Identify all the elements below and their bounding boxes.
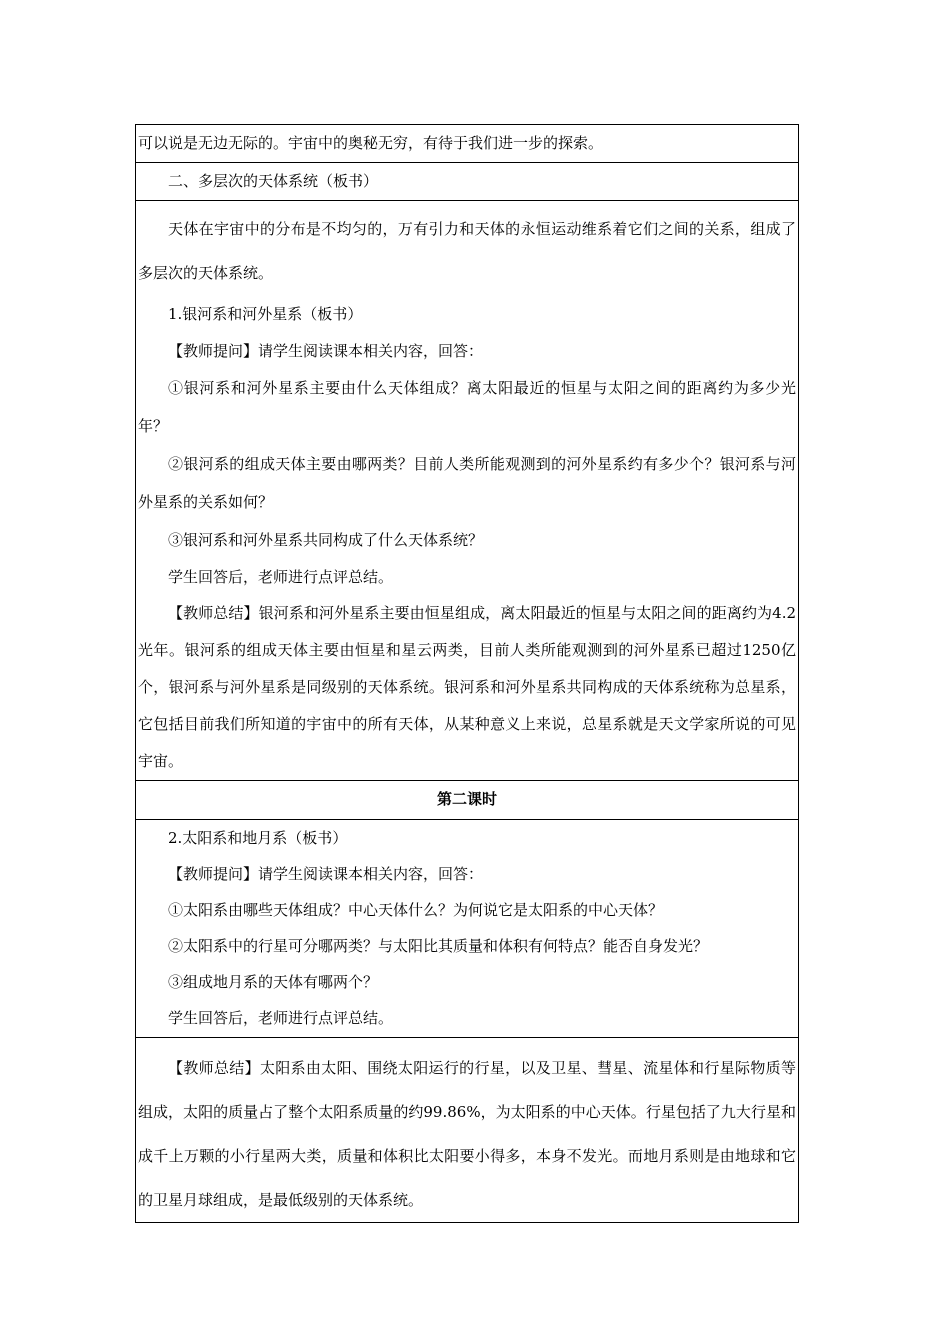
subsection-heading: 1.银河系和河外星系（板书） bbox=[168, 305, 363, 323]
question-2: ②银河系的组成天体主要由哪两类？目前人类所能观测到的河外星系约有多少个？银河系与河外星系的关系如何？ bbox=[138, 455, 796, 511]
subsection-heading: 2.太阳系和地月系（板书） bbox=[168, 829, 348, 847]
question-3: ③银河系和河外星系共同构成了什么天体系统？ bbox=[168, 531, 484, 549]
lesson-table bbox=[135, 124, 799, 1223]
table-row bbox=[136, 201, 799, 781]
table-row bbox=[136, 163, 799, 201]
teacher-summary: 【教师总结】太阳系由太阳、围绕太阳运行的行星，以及卫星、彗星、流星体和行星际物质等组成，太阳的质量占了整个太阳系质量的约99.86%，为太阳系的中心天体。行星包括了九大行星和成千上万颗的小行星两大类，质量和体积比太阳要小得多，本身不发光。而地月系则是由地球和它的卫星月球组成，是最低级别的天体系统。 bbox=[138, 1059, 796, 1209]
paragraph-continuation: 可以说是无边无际的。宇宙中的奥秘无穷，有待于我们进一步的探索。 bbox=[138, 134, 604, 152]
table-cell bbox=[136, 781, 799, 820]
student-answer-note: 学生回答后，老师进行点评总结。 bbox=[168, 1009, 394, 1027]
table-row bbox=[136, 820, 799, 1038]
teacher-question-label: 【教师提问】请学生阅读课本相关内容，回答： bbox=[168, 342, 484, 360]
question-1: ①银河系和河外星系主要由什么天体组成？离太阳最近的恒星与太阳之间的距离约为多少光年？ bbox=[138, 379, 796, 435]
teacher-question-label: 【教师提问】请学生阅读课本相关内容，回答： bbox=[168, 865, 484, 883]
question-1: ①太阳系由哪些天体组成？中心天体什么？为何说它是太阳系的中心天体？ bbox=[168, 901, 664, 919]
paragraph-intro: 天体在宇宙中的分布是不均匀的，万有引力和天体的永恒运动维系着它们之间的关系，组成了多层次的天体系统。 bbox=[138, 220, 796, 282]
question-3: ③组成地月系的天体有哪两个？ bbox=[168, 973, 379, 991]
table-row bbox=[136, 781, 799, 820]
table-row bbox=[136, 1038, 799, 1223]
table-cell bbox=[136, 201, 799, 781]
section-heading: 二、多层次的天体系统（板书） bbox=[168, 172, 379, 190]
table-row bbox=[136, 125, 799, 163]
question-2: ②太阳系中的行星可分哪两类？与太阳比其质量和体积有何特点？能否自身发光？ bbox=[168, 937, 709, 955]
table-cell bbox=[136, 125, 799, 163]
table-cell bbox=[136, 163, 799, 201]
table-cell bbox=[136, 820, 799, 1038]
lesson-period-heading: 第二课时 bbox=[436, 790, 497, 808]
teacher-summary: 【教师总结】银河系和河外星系主要由恒星组成，离太阳最近的恒星与太阳之间的距离约为4.2光年。银河系的组成天体主要由恒星和星云两类，目前人类所能观测到的河外星系已超过1250亿个，银河系与河外星系是同级别的天体系统。银河系和河外星系共同构成的天体系统称为总星系，它包括目前我们所知道的宇宙中的所有天体，从某种意义上来说，总星系就是天文学家所说的可见宇宙。 bbox=[138, 604, 796, 770]
student-answer-note: 学生回答后，老师进行点评总结。 bbox=[168, 568, 394, 586]
table-cell bbox=[136, 1038, 799, 1223]
